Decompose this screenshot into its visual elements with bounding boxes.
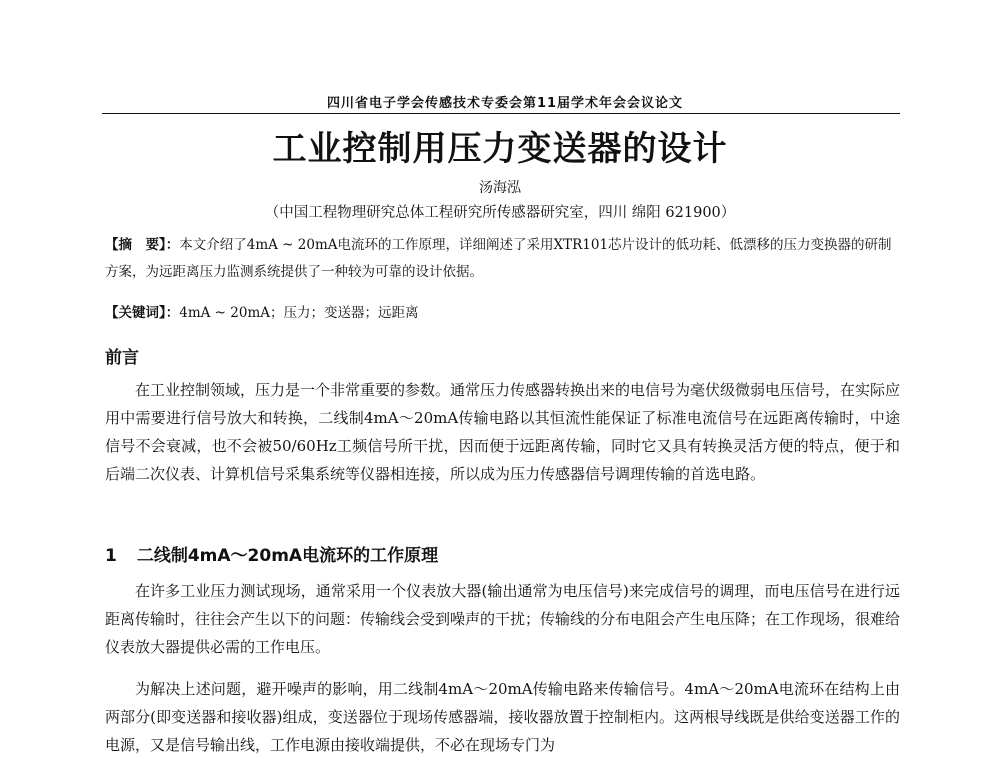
section-title: 二线制4mA～20mA电流环的工作原理 [136, 546, 439, 566]
section-number: 1 [105, 546, 117, 566]
author-affiliation: （中国工程物理研究总体工程研究所传感器研究室，四川 绵阳 621900） [264, 205, 736, 221]
keywords-label: 【关键词】： [105, 305, 180, 321]
abstract [105, 232, 900, 286]
header-rule [102, 113, 900, 114]
keywords [105, 301, 900, 321]
abstract-label: 【摘 要】： [105, 237, 180, 253]
paper-title: 工业控制用压力变送器的设计 [272, 129, 728, 169]
section1-paragraph-1: 在许多工业压力测试现场，通常采用一个仪表放大器(输出通常为电压信号)来完成信号的调理，而电压信号在进行远距离传输时，往往会产生以下的问题：传输线会受到噪声的干扰；传输线的分布电阻会产生电压降；在工作现场，很难给仪表放大器提供必需的工作电压。 [105, 582, 901, 656]
section-heading-1 [105, 541, 438, 566]
section-heading-intro: 前言 [105, 348, 139, 368]
intro-paragraph: 在工业控制领域，压力是一个非常重要的参数。通常压力传感器转换出来的电信号为毫伏级微弱电压信号，在实际应用中需要进行信号放大和转换，二线制4mA～20mA传输电路以其恒流性能保证了标准电流信号在远距离传输时，中途信号不会衰减，也不会被50/60Hz工频信号所干扰，因而便于远距离传输，同时它又具有转换灵活方便的特点，便于和后端二次仪表、计算机信号采集系统等仪器相连接，所以成为压力传感器信号调理传输的首选电路。 [105, 381, 901, 483]
running-header: 四川省电子学会传感技术专委会第11届学术年会会议论文 [326, 96, 684, 111]
section1-paragraph-2: 为解决上述问题，避开噪声的影响，用二线制4mA～20mA传输电路来传输信号。4mA～20mA电流环在结构上由两部分(即变送器和接收器)组成，变送器位于现场传感器端，接收器放置于控制柜内。这两根导线既是供给变送器工作的电源，又是信号输出线，工作电源由接收端提供，不必在现场专门为 [105, 680, 900, 754]
keywords-text: 4mA ~ 20mA；压力；变送器；远距离 [179, 305, 419, 321]
author-name: 汤海泓 [479, 180, 521, 196]
abstract-text: 本文介绍了4mA ~ 20mA电流环的工作原理，详细阐述了采用XTR101芯片设计的低功耗、低漂移的压力变换器的研制方案，为远距离压力监测系统提供了一种较为可靠的设计依据。 [105, 237, 892, 280]
